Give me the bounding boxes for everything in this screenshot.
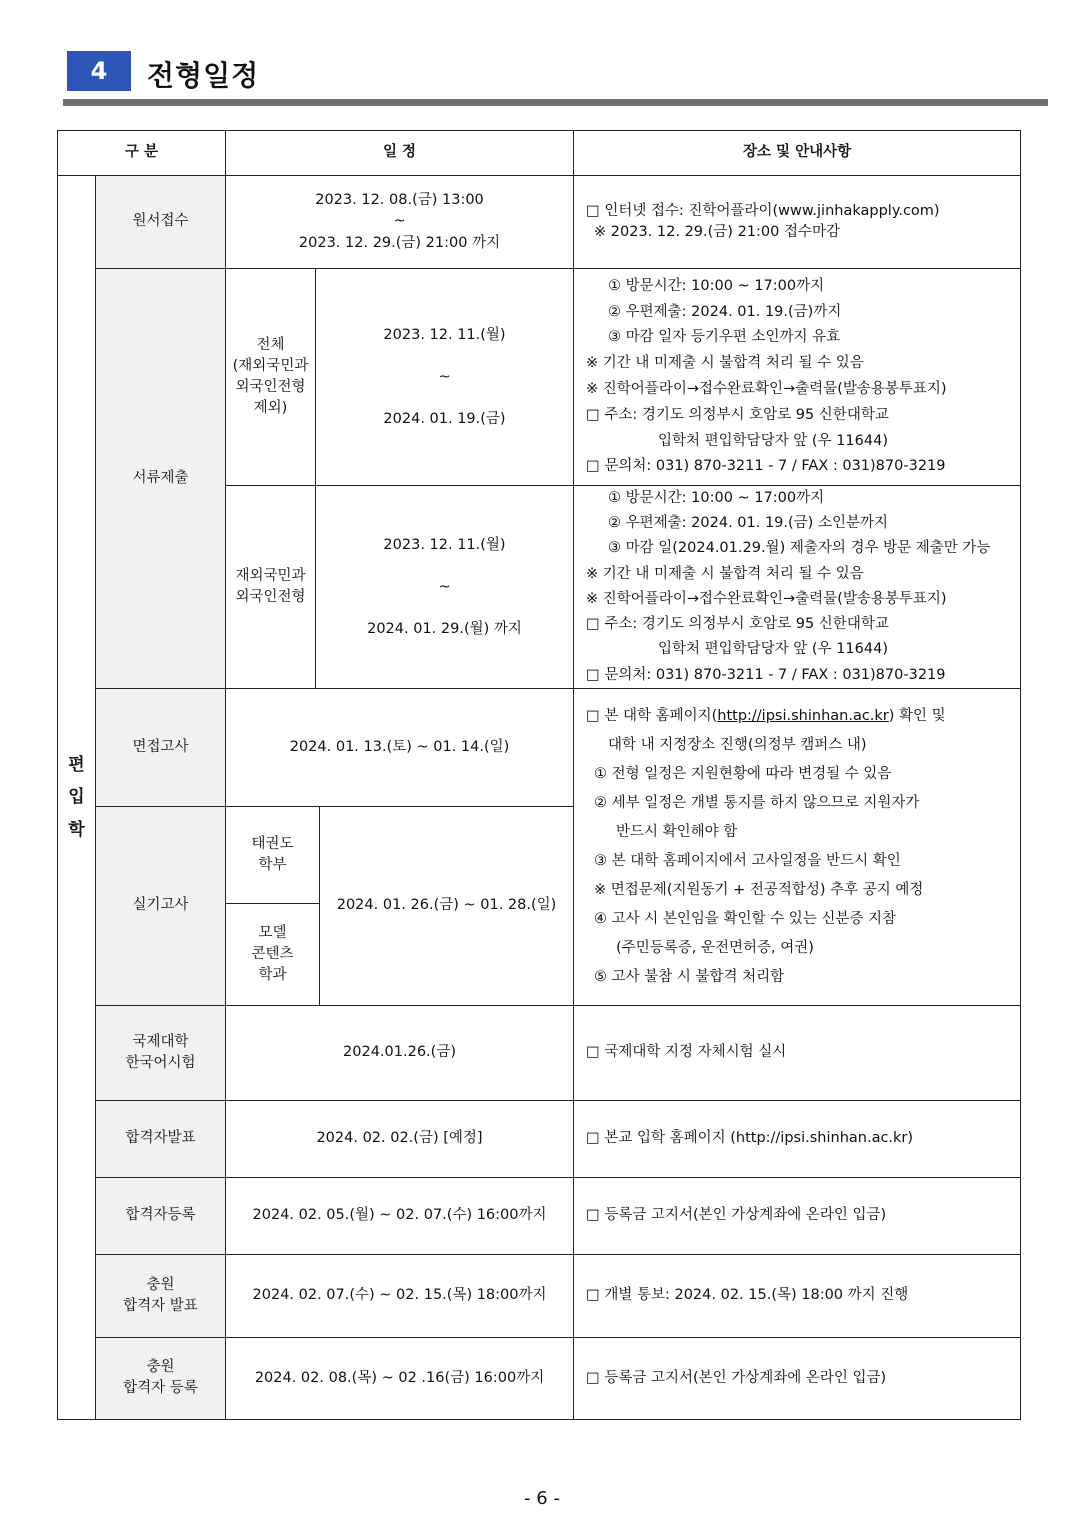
table-row-interview — [58, 688, 1021, 806]
header-schedule: 일 정 — [226, 131, 574, 176]
info-waitlist-register: □ 등록금 고지서(본인 가상계좌에 온라인 입금) — [574, 1337, 1021, 1419]
target-taekwondo: 태권도 학부 — [226, 806, 320, 903]
info-registration: □ 등록금 고지서(본인 가상계좌에 온라인 입금) — [574, 1177, 1021, 1254]
schedule-korean-test: 2024.01.26.(금) — [226, 1005, 574, 1100]
table-row-announce — [58, 1100, 1021, 1177]
label-waitlist-announce: 충원 합격자 발표 — [96, 1254, 226, 1337]
label-announce: 합격자발표 — [96, 1100, 226, 1177]
label-waitlist-register: 충원 합격자 등록 — [96, 1337, 226, 1419]
target-general: 전체 (재외국민과 외국인전형 제외) — [226, 269, 316, 486]
schedule-registration: 2024. 02. 05.(월) ~ 02. 07.(수) 16:00까지 — [226, 1177, 574, 1254]
info-application: □ 인터넷 접수: 진학어플라이(www.jinhakapply.com) ※ 2023. 12. 29.(금) 21:00 접수마감 — [574, 176, 1021, 269]
info-interview-practical: □ 본 대학 홈페이지(http://ipsi.shinhan.ac.kr) 확인 및 대학 내 지정장소 진행(의정부 캠퍼스 내) ① 전형 일정은 지원현황에 따라 변경될 수 있음 ② 세부 일정은 개별 통지를 하지 않으므로 지원자가 반드시 확인해야 함 ③ 본 대학 홈페이지에서 고사일정을 반드시 확인 ※ 면접문제(지원동기 + 전공적합성) 추후 공지 예정 ④ 고사 시 본인임을 확인할 수 있는 신분증 지참 (주민등록증, 운전면허증, 여권) ⑤ 고사 불참 시 불합격 처리함 — [574, 688, 1021, 1005]
schedule-application: 2023. 12. 08.(금) 13:00 ~ 2023. 12. 29.(금) 21:00 까지 — [226, 176, 574, 269]
homepage-link[interactable]: http://ipsi.shinhan.ac.kr — [717, 707, 889, 724]
info-waitlist-announce: □ 개별 통보: 2024. 02. 15.(목) 18:00 까지 진행 — [574, 1254, 1021, 1337]
section-title: 전형일정 — [147, 59, 260, 92]
target-model: 모델 콘텐츠 학과 — [226, 903, 320, 1005]
schedule-table — [57, 130, 1021, 1420]
label-practical: 실기고사 — [96, 806, 226, 1005]
schedule-announce: 2024. 02. 02.(금) [예정] — [226, 1100, 574, 1177]
table-row-korean-test — [58, 1005, 1021, 1100]
info-documents-overseas: ① 방문시간: 10:00 ~ 17:00까지 ② 우편제출: 2024. 01. 19.(금) 소인분까지 ③ 마감 일(2024.01.29.월) 제출자의 경우 방문 제출만 가능 ※ 기간 내 미제출 시 불합격 처리 될 수 있음 ※ 진학어플라이→접수완료확인→출력물(발송용봉투표지) □ 주소: 경기도 의정부시 호암로 95 신한대학교 입학처 편입학담당자 앞 (우 11644) □ 문의처: 031) 870-3211 - 7 / FAX : 031)870-3219 — [574, 486, 1021, 689]
table-row-documents-general — [58, 269, 1021, 486]
schedule-documents-general: 2023. 12. 11.(월) ~ 2024. 01. 19.(금) — [316, 269, 574, 486]
table-row-waitlist-register — [58, 1337, 1021, 1419]
header-category: 구 분 — [58, 131, 226, 176]
label-application: 원서접수 — [96, 176, 226, 269]
schedule-interview: 2024. 01. 13.(토) ~ 01. 14.(일) — [226, 688, 574, 806]
target-overseas: 재외국민과 외국인전형 — [226, 486, 316, 689]
schedule-waitlist-announce: 2024. 02. 07.(수) ~ 02. 15.(목) 18:00까지 — [226, 1254, 574, 1337]
table-row-waitlist-announce — [58, 1254, 1021, 1337]
schedule-practical: 2024. 01. 26.(금) ~ 01. 28.(일) — [320, 806, 574, 1005]
section-number-badge: 4 — [67, 51, 131, 91]
header-info: 장소 및 안내사항 — [574, 131, 1021, 176]
table-header-row — [58, 131, 1021, 176]
table-row-application — [58, 176, 1021, 269]
label-korean-test: 국제대학 한국어시험 — [96, 1005, 226, 1100]
label-registration: 합격자등록 — [96, 1177, 226, 1254]
schedule-documents-overseas: 2023. 12. 11.(월) ~ 2024. 01. 29.(월) 까지 — [316, 486, 574, 689]
page-number: - 6 - — [524, 1488, 560, 1509]
info-announce: □ 본교 입학 홈페이지 (http://ipsi.shinhan.ac.kr) — [574, 1100, 1021, 1177]
label-interview: 면접고사 — [96, 688, 226, 806]
side-label: 편 입 학 — [58, 176, 96, 1420]
info-korean-test: □ 국제대학 지정 자체시험 실시 — [574, 1005, 1021, 1100]
schedule-waitlist-register: 2024. 02. 08.(목) ~ 02 .16(금) 16:00까지 — [226, 1337, 574, 1419]
table-row-registration — [58, 1177, 1021, 1254]
info-documents-general: ① 방문시간: 10:00 ~ 17:00까지 ② 우편제출: 2024. 01. 19.(금)까지 ③ 마감 일자 등기우편 소인까지 유효 ※ 기간 내 미제출 시 불합격 처리 될 수 있음 ※ 진학어플라이→접수완료확인→출력물(발송용봉투표지) □ 주소: 경기도 의정부시 호암로 95 신한대학교 입학처 편입학담당자 앞 (우 11644) □ 문의처: 031) 870-3211 - 7 / FAX : 031)870-3219 — [574, 269, 1021, 486]
label-documents: 서류제출 — [96, 269, 226, 689]
section-title-underline — [63, 99, 1048, 106]
